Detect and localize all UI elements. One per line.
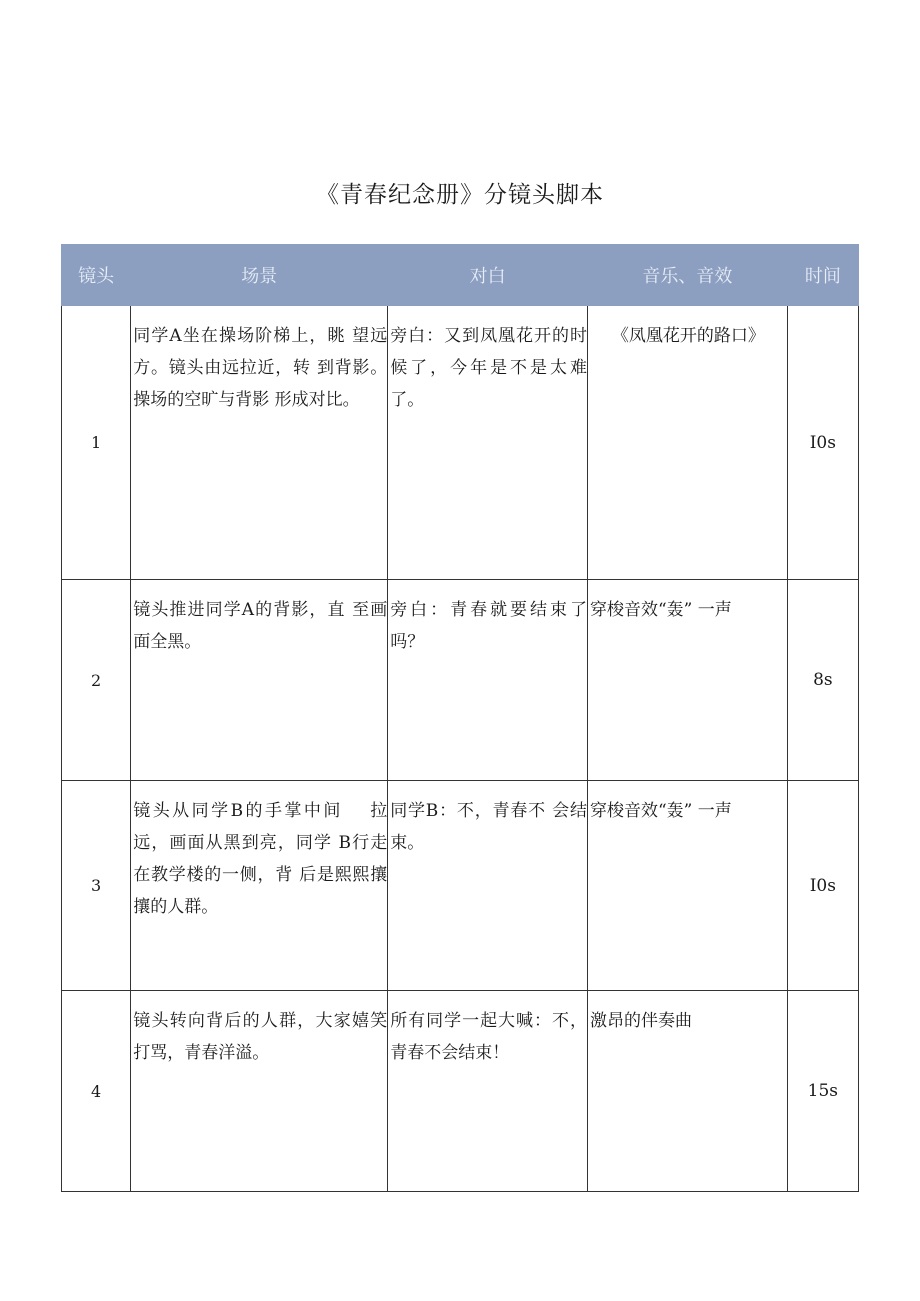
cell-dialogue: 旁白：又到凤凰花开的时候了，今年是不是太难了。 xyxy=(388,306,588,580)
cell-dialogue: 同学B：不，青春不 会结束。 xyxy=(388,781,588,991)
header-dialogue: 对白 xyxy=(388,245,588,306)
header-time: 时间 xyxy=(787,245,858,306)
cell-dialogue: 所有同学一起大喊：不，青春不会结束！ xyxy=(388,991,588,1192)
cell-scene: 镜头推进同学A的背影，直 至画面全黑。 xyxy=(131,580,388,781)
cell-music: 激昂的伴奏曲 xyxy=(587,991,787,1192)
header-scene: 场景 xyxy=(131,245,388,306)
cell-scene: 镜头从同学B的手掌中间 拉远，画面从黑到亮，同学 B行走在教学楼的一侧，背 后是熙熙攘攘的人群。 xyxy=(131,781,388,991)
cell-scene: 镜头转向背后的人群，大家嬉笑打骂，青春洋溢。 xyxy=(131,991,388,1192)
header-music: 音乐、音效 xyxy=(587,245,787,306)
table-row xyxy=(62,991,859,1192)
cell-time: I0s xyxy=(787,781,858,991)
cell-time: I0s xyxy=(787,306,858,580)
cell-shot: 4 xyxy=(62,991,131,1192)
table-row xyxy=(62,580,859,781)
cell-scene: 同学A坐在操场阶梯上，眺 望远方。镜头由远拉近，转 到背影。操场的空旷与背影 形成对比。 xyxy=(131,306,388,580)
cell-dialogue: 旁白：青春就要结束了吗？ xyxy=(388,580,588,781)
storyboard-table xyxy=(61,244,859,1192)
header-shot: 镜头 xyxy=(62,245,131,306)
cell-shot: 1 xyxy=(62,306,131,580)
cell-music: 《凤凰花开的路口》 xyxy=(587,306,787,580)
table-row xyxy=(62,781,859,991)
table-row xyxy=(62,306,859,580)
cell-time: 15s xyxy=(787,991,858,1192)
cell-music: 穿梭音效“轰” 一声 xyxy=(587,580,787,781)
table-header-row xyxy=(62,245,859,306)
cell-shot: 3 xyxy=(62,781,131,991)
page-title: 《青春纪念册》分镜头脚本 xyxy=(316,182,604,208)
cell-time: 8s xyxy=(787,580,858,781)
cell-music: 穿梭音效“轰” 一声 xyxy=(587,781,787,991)
cell-shot: 2 xyxy=(62,580,131,781)
